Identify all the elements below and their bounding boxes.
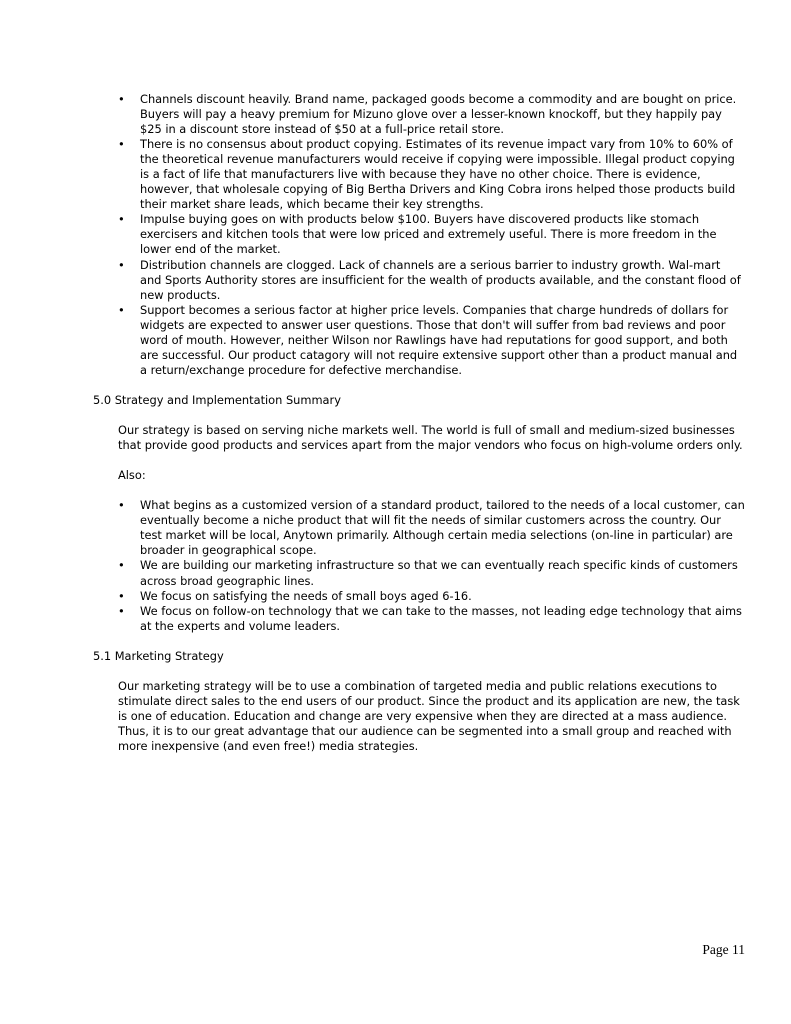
bullet-icon: • xyxy=(118,603,125,618)
list-item-text: We focus on follow-on technology that we can take to the masses, not leading edge technology that aims at the experts and volume leaders. xyxy=(140,603,742,633)
bullet-icon: • xyxy=(118,257,125,272)
bullet-icon: • xyxy=(118,558,125,573)
strategy-bullets xyxy=(0,498,791,633)
list-item-text: Support becomes a serious factor at higher price levels. Companies that charge hundreds of dollars for widgets are expected to answer user questions. Those that don't will suffer from bad reviews and poor word of mouth. However, neither Wilson nor Rawlings have had reputations for good support, and both are successful. Our product catagory will not require extensive support other than a product manual and a return/exchange procedure for defective merchandise. xyxy=(140,302,738,377)
list-item-text: Distribution channels are clogged. Lack of channels are a serious barrier to industry growth. Wal-mart and Sports Authority stores are insufficient for the wealth of products available, and the constant flood of new products. xyxy=(140,257,741,302)
list-item-text: Channels discount heavily. Brand name, packaged goods become a commodity and are bought on price. Buyers will pay a heavy premium for Mizuno glove over a lesser-known knockoff, but they happily pay $25 in a discount store instead of $50 at a full-price retail store. xyxy=(140,92,737,137)
bullet-icon: • xyxy=(118,498,125,513)
list-item-text: There is no consensus about product copying. Estimates of its revenue impact vary from 10% to 60% of the theoretical revenue manufacturers would receive if copying were impossible. Illegal product copying is a fact of life that manufacturers live with because they have no other choice. There is evidence, however, that wholesale copying of Big Bertha Drivers and King Cobra irons helped those products build their market share leads, which became their key strengths. xyxy=(140,137,736,212)
also-label: Also: xyxy=(118,468,146,483)
bullet-icon: • xyxy=(118,588,125,603)
spacer xyxy=(0,408,791,423)
page-number-footer: Page 11 xyxy=(702,942,745,957)
spacer xyxy=(0,378,791,393)
bullet-icon: • xyxy=(118,302,125,317)
list-item xyxy=(0,604,791,634)
spacer xyxy=(0,453,791,468)
list-item xyxy=(0,92,791,137)
marketing-strategy-paragraph: Our marketing strategy will be to use a combination of targeted media and public relations executions to stimulate direct sales to the end users of our product. Since the product and its application are new, the task is one of education. Education and change are very expensive when they are directed at a mass audience. Thus, it is to our great advantage that our audience can be segmented into a small group and reached with more inexpensive (and even free!) media strategies. xyxy=(118,678,740,754)
list-item xyxy=(0,137,791,212)
list-item xyxy=(0,498,791,558)
list-item-text: We are building our marketing infrastructure so that we can eventually reach specific kinds of customers across broad geographic lines. xyxy=(140,558,738,588)
bullet-icon: • xyxy=(118,137,125,152)
list-item xyxy=(0,558,791,588)
market-analysis-bullets xyxy=(0,92,791,378)
strategy-summary-paragraph: Our strategy is based on serving niche markets well. The world is full of small and medium-sized businesses that provide good products and services apart from the major vendors who focus on high-volume orders only. xyxy=(118,423,743,453)
list-item xyxy=(0,589,791,604)
bullet-icon: • xyxy=(118,92,125,106)
spacer xyxy=(0,634,791,649)
list-item xyxy=(0,212,791,257)
list-item-text: What begins as a customized version of a standard product, tailored to the needs of a local customer, can eventually become a niche product that will fit the needs of similar customers across the country. Our test market will be local, Anytown primarily. Although certain media selections (on-line in particular) are broader in geographical scope. xyxy=(140,498,745,558)
heading-5-0: 5.0 Strategy and Implementation Summary xyxy=(93,392,341,407)
spacer xyxy=(0,483,791,498)
list-item xyxy=(0,258,791,303)
spacer xyxy=(0,664,791,679)
list-item-text: We focus on satisfying the needs of small boys aged 6-16. xyxy=(140,588,472,603)
heading-5-1: 5.1 Marketing Strategy xyxy=(93,648,224,663)
list-item xyxy=(0,303,791,378)
bullet-icon: • xyxy=(118,212,125,227)
list-item-text: Impulse buying goes on with products below $100. Buyers have discovered products like stomach exercisers and kitchen tools that were low priced and extremely useful. There is more freedom in the lower end of the market. xyxy=(140,212,717,257)
